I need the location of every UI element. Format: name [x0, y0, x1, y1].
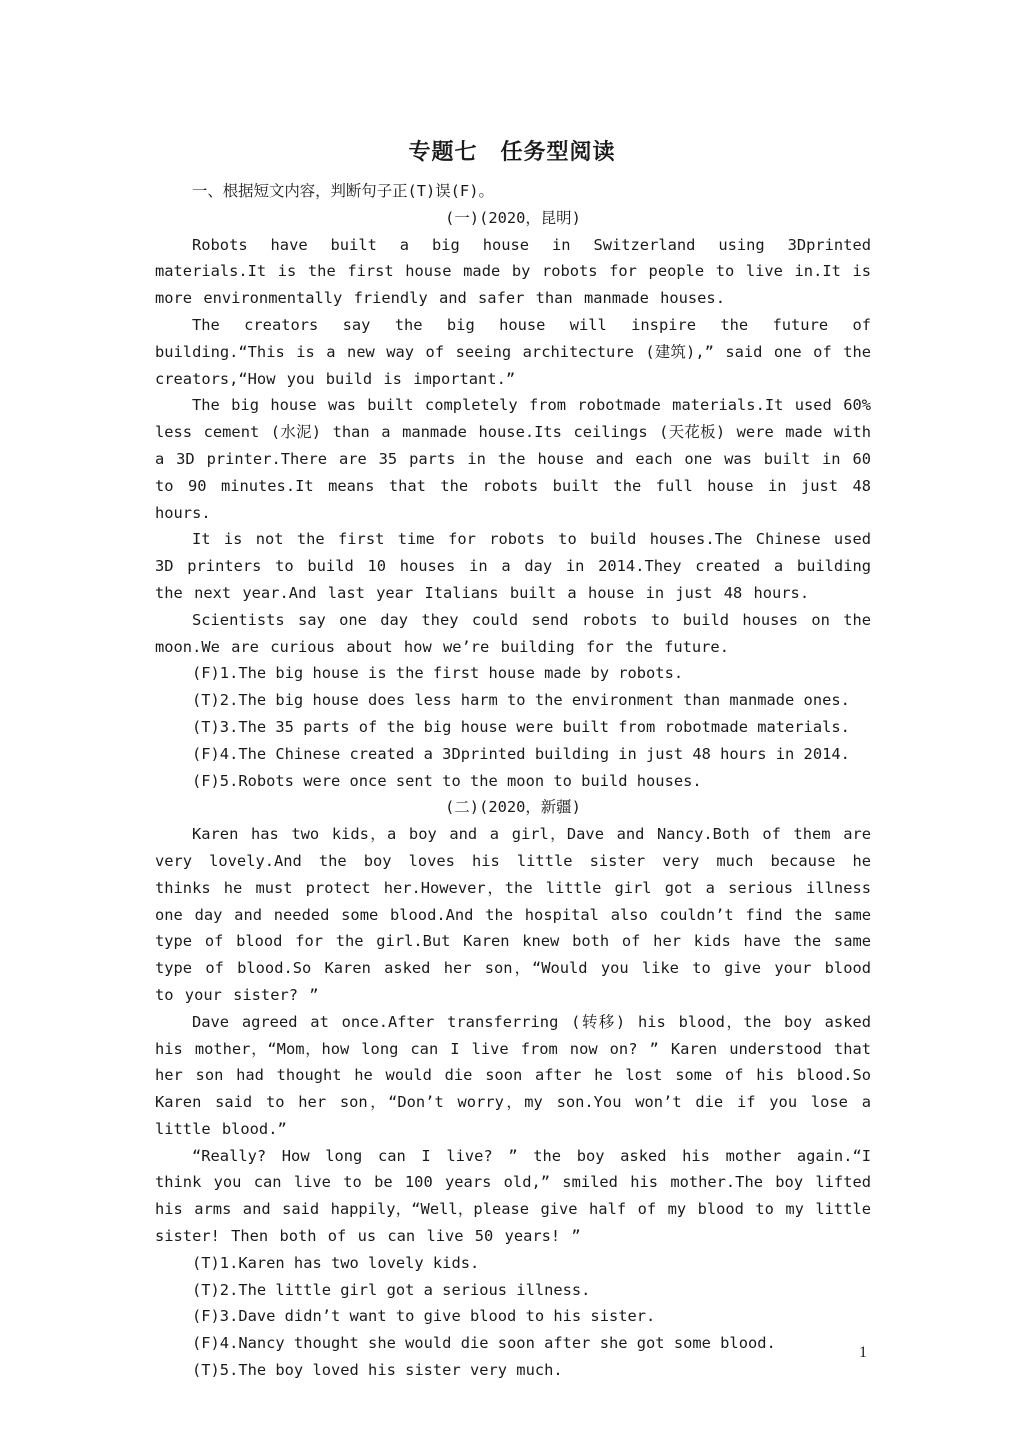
section-2-paragraph: “Really? How long can I live? ” the boy asked his mother again.“I think you can live to be 100 years old,” smiled his mother.The boy lifted his arms and said happily，“Well，please give half of my blood to my little sister! Then both of us can live 50 years! ”	[155, 1146, 871, 1246]
content-body	[155, 178, 871, 1384]
section-2-question: (F)4.Nancy thought she would die soon after she got some blood.	[192, 1334, 776, 1353]
section-1-question: (F)5.Robots were once sent to the moon to build houses.	[192, 771, 702, 790]
section-1-paragraph: It is not the first time for robots to build houses.The Chinese used 3D printers to build 10 houses in a day in 2014.They created a building the next year.And last year Italians built a house in just 48 hours.	[155, 530, 871, 602]
section-1-question: (T)3.The 35 parts of the big house were built from robotmade materials.	[192, 717, 850, 736]
section-1-heading: (一)(2020，昆明)	[445, 208, 581, 227]
section-1-paragraph: Robots have built a big house in Switzerland using 3Dprinted materials.It is the first house made by robots for people to live in.It is more environmentally friendly and safer than manmade houses.	[155, 235, 871, 308]
section-2-heading: (二)(2020，新疆)	[445, 798, 581, 817]
section-1-paragraph: The big house was built completely from robotmade materials.It used 60% less cement (水泥) than a manmade house.Its ceilings (天花板) were made with a 3D printer.There are 35 parts in the house and each one was built in 60 to 90 minutes.It means that the robots built the full house in just 48 hours.	[155, 396, 871, 522]
section-2-question: (T)1.Karen has two lovely kids.	[192, 1253, 480, 1272]
section-1-paragraph: The creators say the big house will inspire the future of building.“This is a new way of seeing architecture (建筑),” said one of the creators,“How you build is important.”	[155, 315, 871, 388]
section-2-paragraph: Dave agreed at once.After transferring (转移) his blood，the boy asked his mother，“Mom，how long can I live from now on? ” Karen understood that her son had thought he would die soon after he lost some of his blood.So Karen said to her son，“Don’t worry，my son.You won’t die if you lose a little blood.”	[155, 1012, 871, 1138]
instruction-text: 一、根据短文内容，判断句子正(T)误(F)。	[192, 182, 494, 200]
section-2-question: (T)2.The little girl got a serious illness.	[192, 1280, 591, 1299]
page-number: 1	[859, 1344, 867, 1361]
section-2-question: (T)5.The boy loved his sister very much.	[192, 1361, 563, 1380]
section-1-paragraph: Scientists say one day they could send robots to build houses on the moon.We are curious about how we’re building for the future.	[155, 610, 871, 656]
section-1-question: (T)2.The big house does less harm to the environment than manmade ones.	[192, 691, 850, 710]
page-title: 专题七 任务型阅读	[408, 139, 616, 165]
section-2-paragraph: Karen has two kids，a boy and a girl，Dave and Nancy.Both of them are very lovely.And the boy loves his little sister very much because he thinks he must protect her.However，the little girl got a serious illness one day and needed some blood.And the hospital also couldn’t find the same type of blood for the girl.But Karen knew both of her kids have the same type of blood.So Karen asked her son，“Would you like to give your blood to your sister? ”	[155, 825, 871, 1004]
section-2-question: (F)3.Dave didn’t want to give blood to his sister.	[192, 1307, 656, 1326]
section-1-question: (F)1.The big house is the first house made by robots.	[192, 664, 684, 683]
section-1-question: (F)4.The Chinese created a 3Dprinted building in just 48 hours in 2014.	[192, 744, 850, 763]
